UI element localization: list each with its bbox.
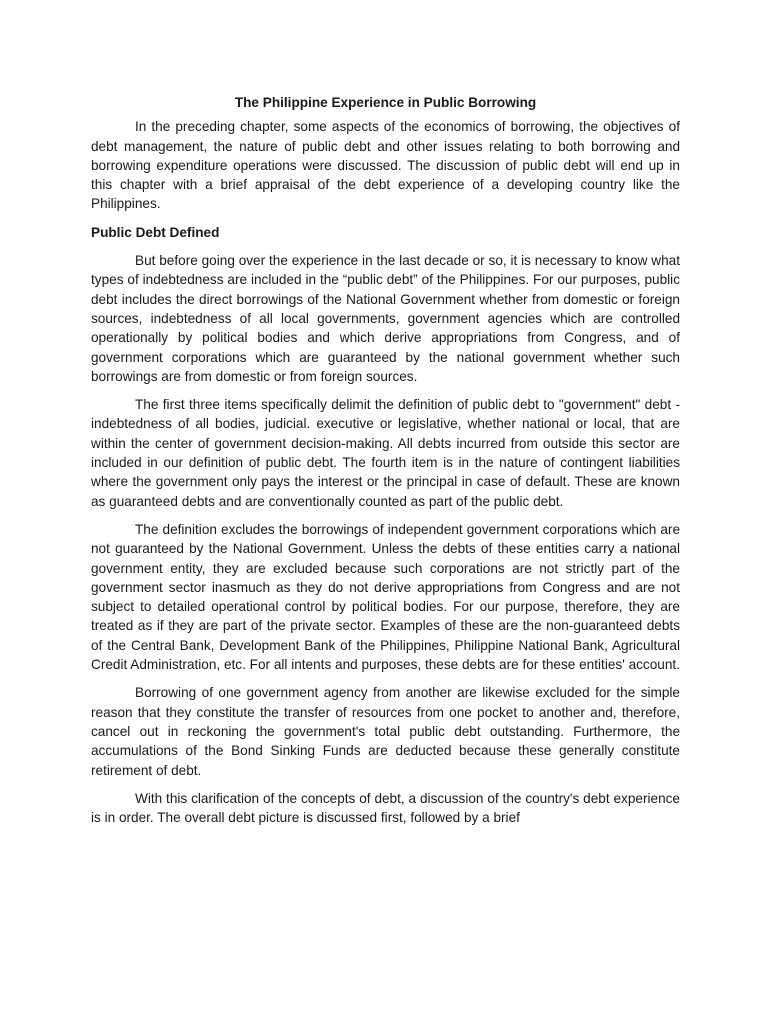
intro-paragraph: In the preceding chapter, some aspects of the economics of borrowing, the objectives of debt management, the nature of public debt and other issues relating to both borrowing and borrowing expenditure operations were discussed. The discussion of public debt will end up in this chapter with a brief appraisal of the debt experience of a developing country like the Philippines.: [91, 119, 680, 212]
paragraph: But before going over the experience in the last decade or so, it is necessary to know what types of indebtedness are included in the “public debt” of the Philippines. For our purposes, public debt includes the direct borrowings of the National Government whether from domestic or foreign sources, indebtedness of all local governments, government agencies which are controlled operationally by political bodies and which derive appropriations from Congress, and of government corporations which are guaranteed by the national government whether such borrowings are from domestic or from foreign sources.: [91, 253, 680, 384]
paragraph: The first three items specifically delimit the definition of public debt to "government" debt - indebtedness of all bodies, judicial. executive or legislative, whether national or local, that are within the center of government decision-making. All debts incurred from outside this sector are included in our definition of public debt. The fourth item is in the nature of contingent liabilities where the government only pays the interest or the principal in case of default. These are known as guaranteed debts and are conventionally counted as part of the public debt.: [91, 397, 680, 509]
paragraph: The definition excludes the borrowings of independent government corporations which are not guaranteed by the National Government. Unless the debts of these entities carry a national government entity, they are excluded because such corporations are not strictly part of the government sector inasmuch as they do not derive appropriations from Congress and are not subject to detailed operational control by political bodies. For our purpose, therefore, they are treated as if they are part of the private sector. Examples of these are the non-guaranteed debts of the Central Bank, Development Bank of the Philippines, Philippine National Bank, Agricultural Credit Administration, etc. For all intents and purposes, these debts are for these entities' account.: [91, 521, 680, 673]
paragraph: Borrowing of one government agency from another are likewise excluded for the simple reason that they constitute the transfer of resources from one pocket to another and, therefore, cancel out in reckoning the government's total public debt outstanding. Furthermore, the accumulations of the Bond Sinking Funds are deducted because these generally constitute retirement of debt.: [91, 685, 680, 778]
document-title: The Philippine Experience in Public Borrowing: [234, 95, 537, 110]
paragraph: With this clarification of the concepts of debt, a discussion of the country's debt experience is in order. The overall debt picture is discussed first, followed by a brief: [91, 790, 680, 826]
section-heading: Public Debt Defined: [91, 224, 220, 240]
